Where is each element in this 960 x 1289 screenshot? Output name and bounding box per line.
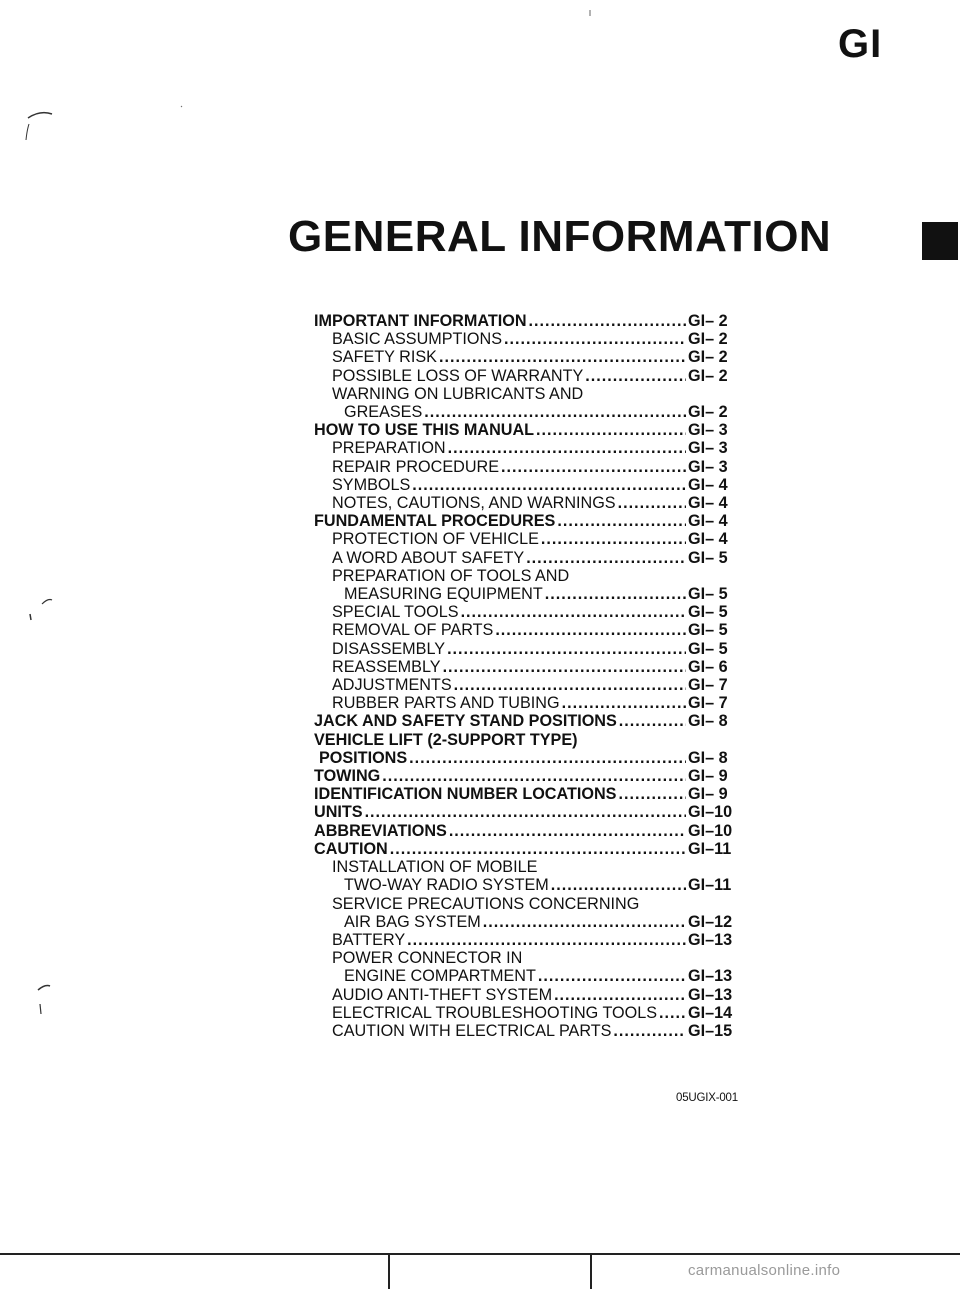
- toc-entry-title: SERVICE PRECAUTIONS CONCERNING: [332, 894, 640, 913]
- toc-leader-dots: [483, 913, 686, 931]
- toc-leader-dots: [659, 1004, 686, 1022]
- toc-entry-title: PREPARATION: [332, 439, 446, 458]
- toc-entry-page: GI– 7: [688, 676, 728, 695]
- toc-entry: [314, 785, 754, 803]
- toc-leader-dots: [495, 621, 686, 639]
- toc-entry-title: SYMBOLS: [332, 475, 411, 494]
- toc-leader-dots: [619, 712, 686, 730]
- toc-entry: [314, 530, 754, 548]
- toc-entry-page: GI– 2: [688, 312, 728, 330]
- toc-entry-title: BATTERY: [332, 930, 406, 949]
- toc-entry-title: REASSEMBLY: [332, 657, 441, 676]
- footer-tick: [388, 1253, 390, 1289]
- toc-entry: [314, 749, 754, 767]
- toc-entry-title: A WORD ABOUT SAFETY: [332, 548, 525, 567]
- toc-leader-dots: [562, 694, 686, 712]
- toc-entry-page: GI–13: [688, 967, 733, 986]
- toc-entry: [314, 712, 754, 730]
- toc-entry: [314, 567, 754, 585]
- toc-entry-title: UNITS: [314, 803, 363, 822]
- toc-entry: [314, 767, 754, 785]
- toc-entry-title: POSSIBLE LOSS OF WARRANTY: [332, 366, 584, 385]
- toc-entry: [314, 458, 754, 476]
- toc-entry-title: VEHICLE LIFT (2-SUPPORT TYPE): [314, 730, 578, 749]
- toc-entry-page: GI– 2: [688, 330, 728, 349]
- toc-leader-dots: [585, 367, 686, 385]
- toc-leader-dots: [557, 512, 686, 530]
- toc-entry-title: REPAIR PROCEDURE: [332, 457, 499, 476]
- toc-entry: [314, 876, 754, 894]
- toc-leader-dots: [613, 1022, 686, 1040]
- toc-entry-title: SPECIAL TOOLS: [332, 603, 459, 622]
- toc-entry-title: AUDIO ANTI-THEFT SYSTEM: [332, 985, 553, 1004]
- page-title: GENERAL INFORMATION: [288, 212, 832, 261]
- toc-entry-page: GI– 3: [688, 457, 728, 476]
- toc-leader-dots: [447, 640, 686, 658]
- toc-entry-page: GI–15: [688, 1021, 733, 1040]
- toc-entry-page: GI– 9: [688, 785, 728, 804]
- toc-entry-title: ELECTRICAL TROUBLESHOOTING TOOLS: [332, 1003, 658, 1022]
- toc-entry: [314, 694, 754, 712]
- toc-entry: [314, 986, 754, 1004]
- toc-entry-title: TOWING: [314, 767, 381, 786]
- toc-entry: [314, 658, 754, 676]
- table-of-contents: [314, 312, 754, 1040]
- toc-leader-dots: [390, 840, 686, 858]
- toc-entry: [314, 895, 754, 913]
- toc-entry-page: GI– 5: [688, 621, 728, 640]
- toc-entry-page: GI– 8: [688, 712, 728, 731]
- toc-entry-page: GI– 4: [688, 512, 728, 531]
- toc-entry-page: GI– 5: [688, 639, 728, 658]
- toc-entry-title: CAUTION WITH ELECTRICAL PARTS: [332, 1021, 612, 1040]
- toc-entry-title: RUBBER PARTS AND TUBING: [332, 694, 560, 713]
- toc-leader-dots: [554, 986, 686, 1004]
- toc-entry: [314, 330, 754, 348]
- toc-leader-dots: [545, 585, 686, 603]
- toc-entry: [314, 403, 754, 421]
- toc-entry-title: POSITIONS: [319, 748, 408, 767]
- toc-entry-page: GI–10: [688, 803, 733, 822]
- toc-entry: [314, 967, 754, 985]
- toc-leader-dots: [365, 803, 686, 821]
- toc-entry: [314, 840, 754, 858]
- toc-entry: [314, 822, 754, 840]
- toc-entry-title: PROTECTION OF VEHICLE: [332, 530, 539, 549]
- toc-entry: [314, 512, 754, 530]
- toc-entry-page: GI– 4: [688, 494, 728, 513]
- toc-entry: [314, 585, 754, 603]
- toc-entry-page: GI– 5: [688, 603, 728, 622]
- toc-leader-dots: [412, 476, 686, 494]
- toc-leader-dots: [449, 822, 686, 840]
- toc-leader-dots: [454, 676, 686, 694]
- toc-leader-dots: [382, 767, 686, 785]
- toc-entry-title: MEASURING EQUIPMENT: [344, 585, 543, 604]
- toc-leader-dots: [443, 658, 686, 676]
- toc-entry-page: GI–11: [688, 839, 732, 858]
- toc-leader-dots: [551, 876, 686, 894]
- toc-entry-page: GI–12: [688, 912, 733, 931]
- toc-entry-page: GI– 4: [688, 530, 728, 549]
- toc-leader-dots: [409, 749, 686, 767]
- toc-entry-title: JACK AND SAFETY STAND POSITIONS: [314, 712, 617, 731]
- footer-tick: [590, 1253, 592, 1289]
- toc-entry: [314, 549, 754, 567]
- toc-entry-title: IMPORTANT INFORMATION: [314, 312, 527, 330]
- watermark: carmanualsonline.info: [688, 1262, 841, 1279]
- toc-leader-dots: [618, 785, 686, 803]
- toc-leader-dots: [536, 421, 686, 439]
- section-tab-label: GI: [838, 22, 883, 66]
- toc-entry: [314, 803, 754, 821]
- toc-entry: [314, 367, 754, 385]
- toc-entry-page: GI– 4: [688, 475, 728, 494]
- toc-entry-page: GI–14: [688, 1003, 733, 1022]
- document-code: 05UGIX-001: [676, 1092, 738, 1104]
- toc-entry: [314, 421, 754, 439]
- toc-entry: [314, 494, 754, 512]
- toc-entry: [314, 621, 754, 639]
- toc-entry-page: GI– 9: [688, 767, 728, 786]
- toc-leader-dots: [424, 403, 686, 421]
- toc-entry: [314, 385, 754, 403]
- toc-entry-title: BASIC ASSUMPTIONS: [332, 330, 503, 349]
- toc-entry-title: INSTALLATION OF MOBILE: [332, 858, 538, 877]
- toc-entry-page: GI– 3: [688, 421, 728, 440]
- toc-leader-dots: [448, 439, 686, 457]
- toc-leader-dots: [461, 603, 686, 621]
- toc-entry-page: GI– 2: [688, 366, 728, 385]
- toc-entry: [314, 931, 754, 949]
- toc-entry-title: REMOVAL OF PARTS: [332, 621, 494, 640]
- toc-entry-page: GI–11: [688, 876, 732, 895]
- toc-entry: [314, 676, 754, 694]
- toc-entry: [314, 858, 754, 876]
- toc-entry-page: GI– 2: [688, 403, 728, 422]
- toc-entry-title: ADJUSTMENTS: [332, 676, 452, 695]
- toc-entry-title: FUNDAMENTAL PROCEDURES: [314, 512, 556, 531]
- toc-entry: [314, 913, 754, 931]
- toc-leader-dots: [529, 312, 686, 330]
- toc-leader-dots: [504, 330, 686, 348]
- toc-leader-dots: [618, 494, 686, 512]
- toc-entry: [314, 640, 754, 658]
- toc-entry: [314, 731, 754, 749]
- toc-entry: [314, 439, 754, 457]
- toc-entry-page: GI–10: [688, 821, 733, 840]
- toc-entry-title: POWER CONNECTOR IN: [332, 949, 523, 968]
- toc-entry-title: SAFETY RISK: [332, 348, 437, 367]
- toc-entry-title: CAUTION: [314, 839, 388, 858]
- toc-entry-title: HOW TO USE THIS MANUAL: [314, 421, 535, 440]
- toc-entry-title: GREASES: [344, 403, 423, 422]
- toc-leader-dots: [541, 530, 686, 548]
- toc-entry-page: GI–13: [688, 985, 733, 1004]
- toc-leader-dots: [501, 458, 686, 476]
- toc-entry-title: IDENTIFICATION NUMBER LOCATIONS: [314, 785, 617, 804]
- toc-entry: [314, 1004, 754, 1022]
- toc-entry-page: GI– 2: [688, 348, 728, 367]
- toc-entry: [314, 603, 754, 621]
- toc-entry-page: GI– 6: [688, 657, 728, 676]
- toc-entry-page: GI– 5: [688, 548, 728, 567]
- toc-entry-page: GI– 3: [688, 439, 728, 458]
- toc-entry: [314, 312, 754, 330]
- toc-entry: [314, 348, 754, 366]
- toc-leader-dots: [407, 931, 686, 949]
- toc-entry-title: ABBREVIATIONS: [314, 821, 447, 840]
- toc-leader-dots: [538, 967, 686, 985]
- toc-entry-page: GI–13: [688, 930, 733, 949]
- toc-entry-title: PREPARATION OF TOOLS AND: [332, 566, 570, 585]
- toc-leader-dots: [526, 549, 686, 567]
- toc-entry-title: DISASSEMBLY: [332, 639, 446, 658]
- footer-rule: [0, 1253, 960, 1255]
- toc-entry-page: GI– 8: [688, 748, 728, 767]
- toc-leader-dots: [439, 348, 686, 366]
- toc-entry-title: NOTES, CAUTIONS, AND WARNINGS: [332, 494, 616, 513]
- toc-entry: [314, 949, 754, 967]
- toc-entry-title: TWO-WAY RADIO SYSTEM: [344, 876, 549, 895]
- toc-entry-title: AIR BAG SYSTEM: [344, 912, 481, 931]
- toc-entry-page: GI– 5: [688, 585, 728, 604]
- toc-entry: [314, 476, 754, 494]
- toc-entry: [314, 1022, 754, 1040]
- toc-entry-title: WARNING ON LUBRICANTS AND: [332, 384, 584, 403]
- toc-entry-page: GI– 7: [688, 694, 728, 713]
- toc-entry-title: ENGINE COMPARTMENT: [344, 967, 536, 986]
